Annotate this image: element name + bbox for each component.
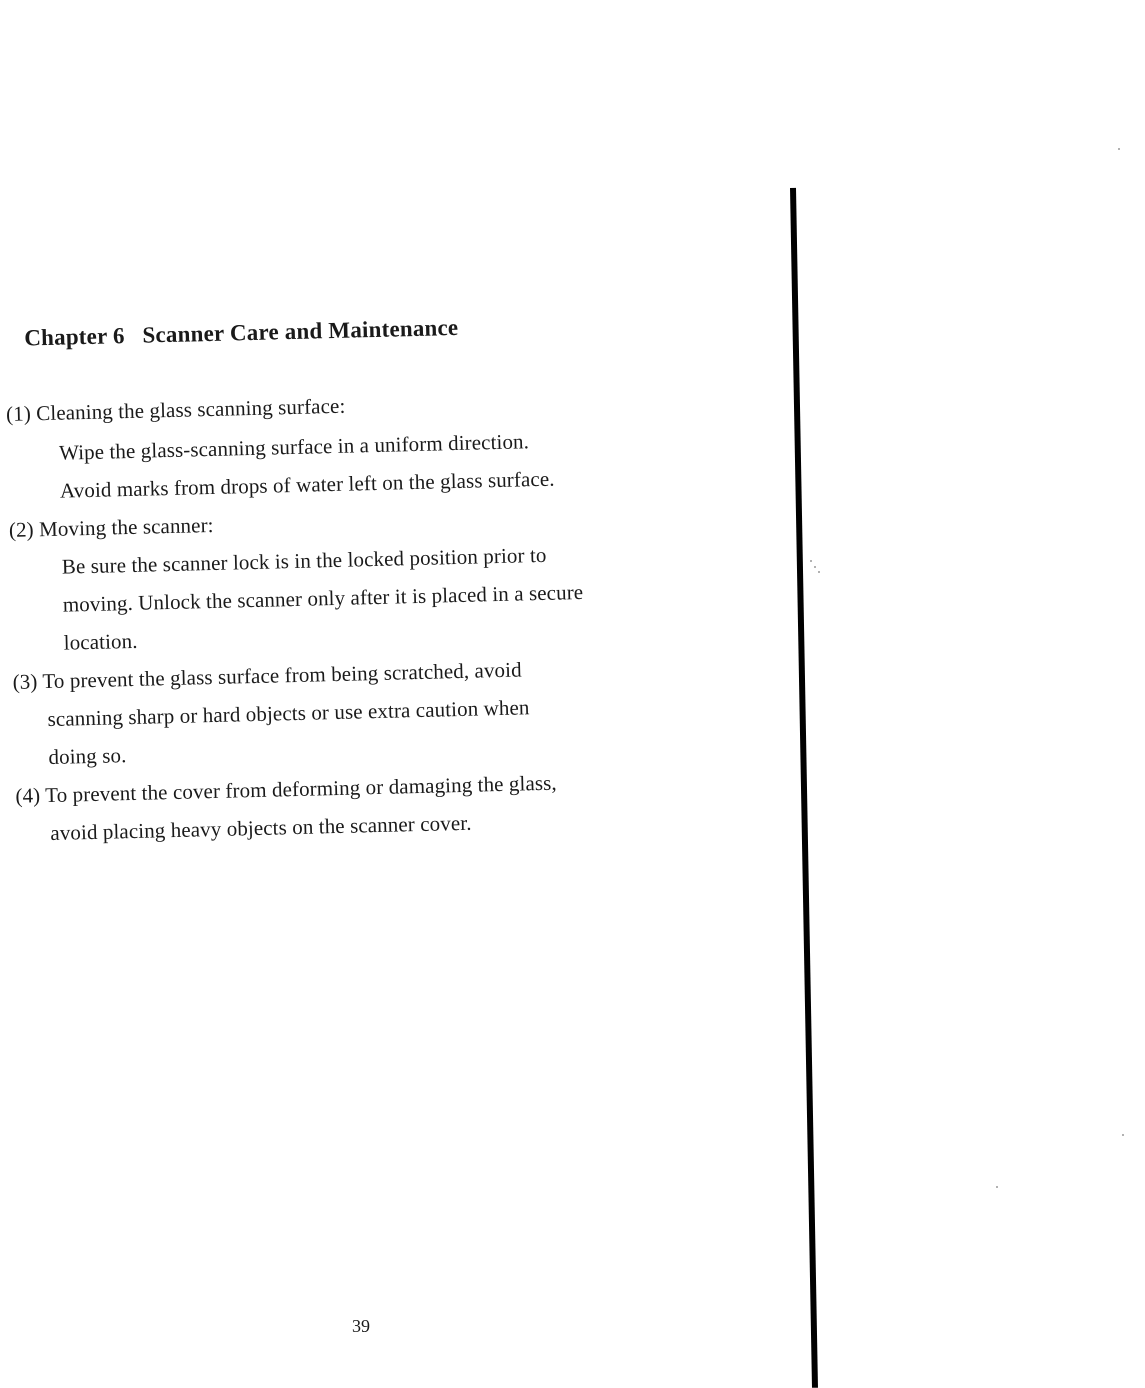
- item-1-line-2: Avoid marks from drops of water left on the glass surface.: [59, 466, 555, 503]
- item-1-title: (1) Cleaning the glass scanning surface:: [5, 393, 346, 426]
- page-number: 39: [352, 1316, 370, 1336]
- item-1-line-1: Wipe the glass-scanning surface in a uniform direction.: [58, 429, 530, 465]
- scan-speck: [1118, 148, 1120, 150]
- item-3-title: (3) To prevent the glass surface from being scratched, avoid: [12, 657, 522, 694]
- scan-speck: [818, 571, 820, 573]
- item-3-line-2: doing so.: [48, 743, 127, 770]
- item-2-line-1: Be sure the scanner lock is in the locked position prior to: [61, 542, 547, 579]
- item-4-line-1: avoid placing heavy objects on the scanner cover.: [50, 810, 472, 846]
- item-2-line-3: location.: [63, 628, 138, 655]
- item-4-title: (4) To prevent the cover from deforming or damaging the glass,: [15, 770, 558, 808]
- scan-speck: [814, 566, 816, 568]
- scan-speck: [1122, 1134, 1124, 1136]
- item-3-line-1: scanning sharp or hard objects or use extra caution when: [47, 695, 530, 732]
- item-2-title: (2) Moving the scanner:: [8, 512, 214, 542]
- item-2-line-2: moving. Unlock the scanner only after it is placed in a secure: [62, 579, 584, 617]
- chapter-heading: Chapter 6 Scanner Care and Maintenance: [23, 314, 459, 351]
- scan-speck: [810, 560, 812, 562]
- scan-speck: [996, 1186, 998, 1188]
